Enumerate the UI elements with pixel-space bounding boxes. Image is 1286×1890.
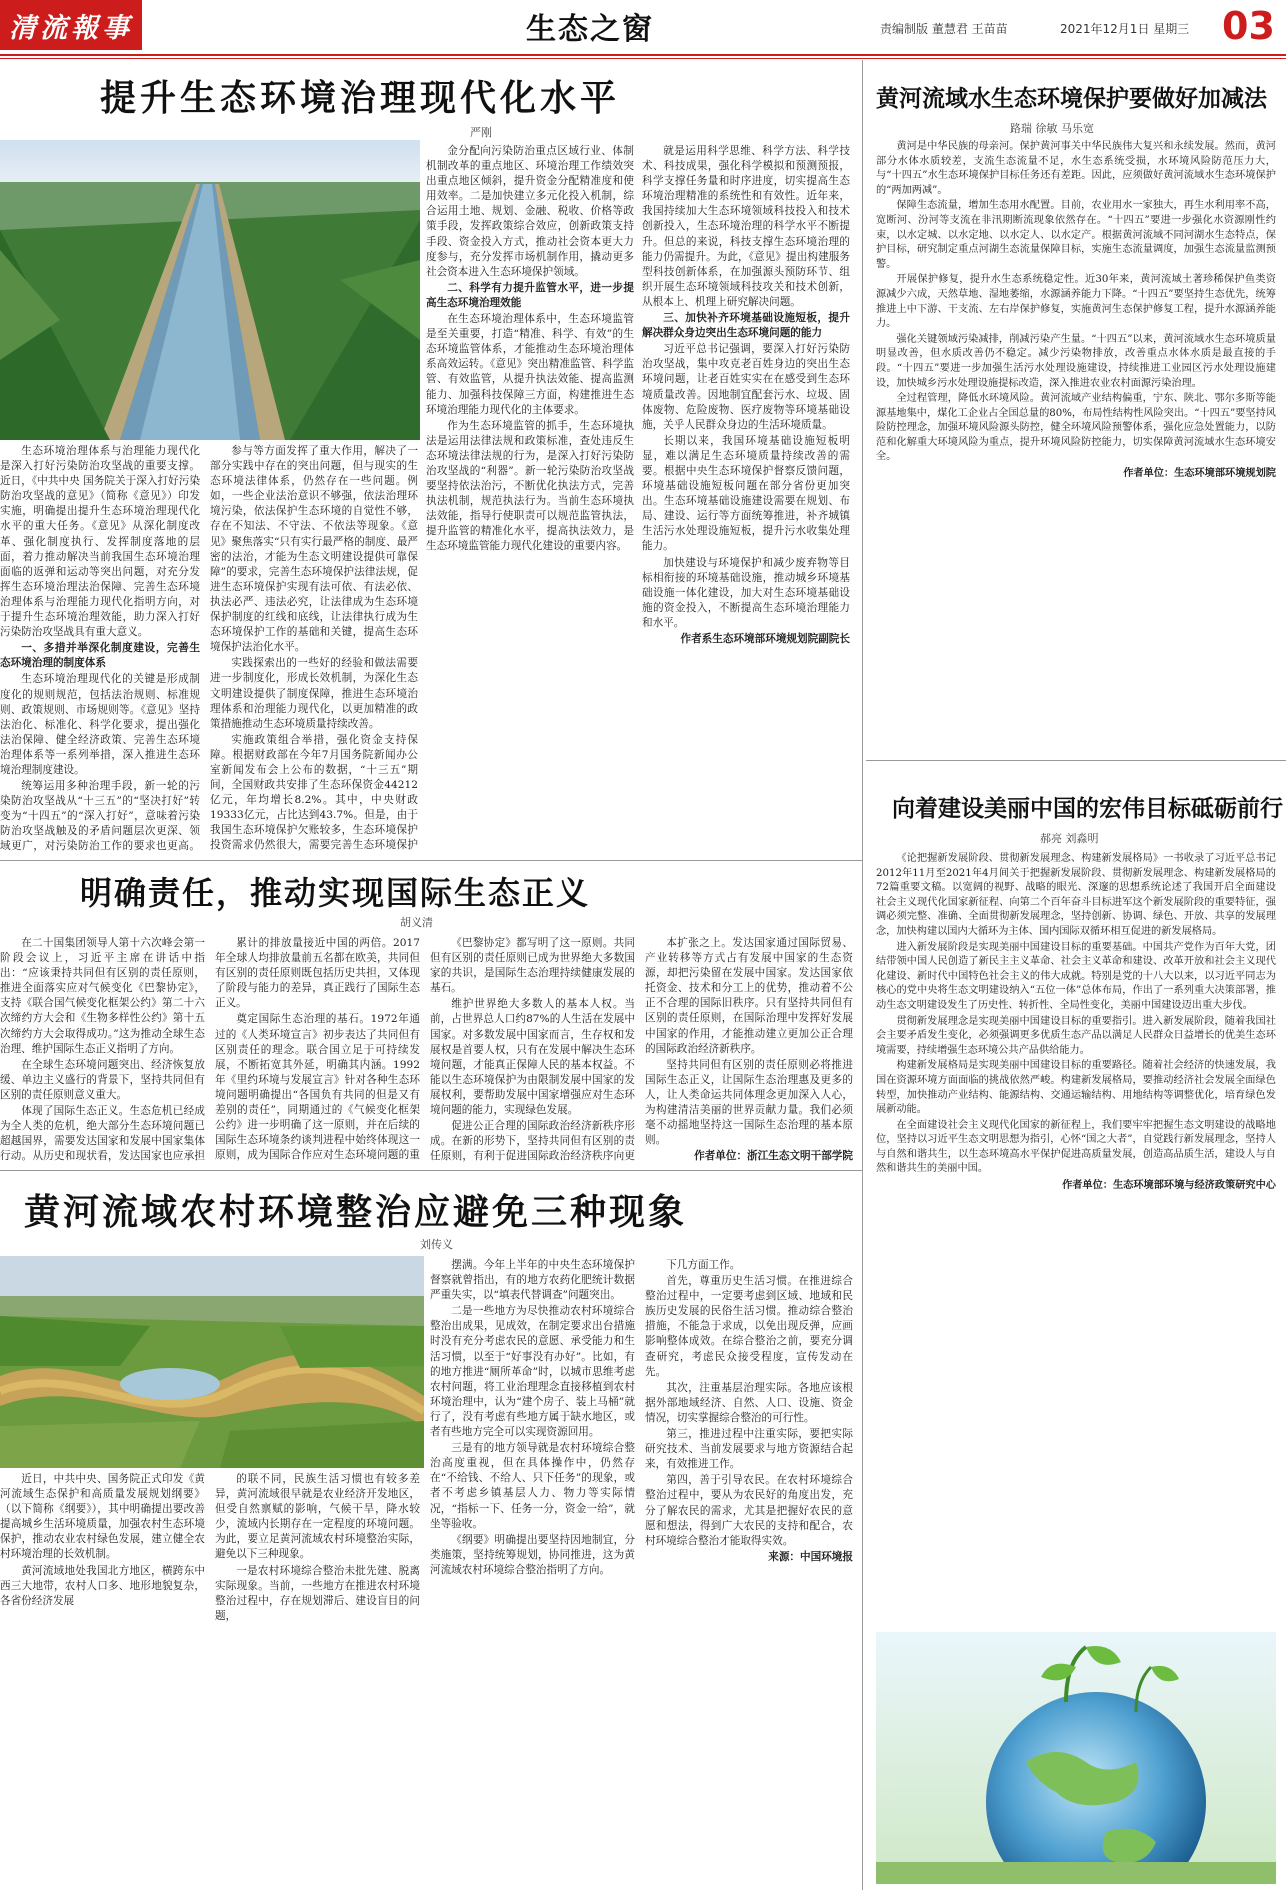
article4-column1: 在二十国集团领导人第十六次峰会第一阶段会议上，习近平主席在讲话中指出：“应该秉持共同但有区别的责任原则，推进全面落实应对气候变化《巴黎协定》，支持《联合国气候变化框架公约》第二十六次缔约方大会和《生物多样性公约》第十五次缔约方大会取得成功。”这为推动全球生态治理、维护国际生态正义指明了方向。 在全球生态环境问题突出、经济恢复放缓、单边主义盛行的背景下，坚持共同但有区别的责任原则意义重大。 体现了国际生态正义。生态危机已经成为全人类的危机，绝大部分生态环境问题已超越国界，需要发达国家和发展中国家集体行动。从历史和现状看，发达国家也应承担 [0,937,205,1162]
article2-headline: 黄河流域水生态环境保护要做好加减法 [876,86,1267,112]
article4-byline: 胡义清 [400,916,433,929]
page-number: 03 [1222,4,1275,48]
canal-aerial-photo [0,140,420,440]
article5-column2: 的联不同，民族生活习惯也有较多差异，黄河流域很早就是农业经济开发地区，但受自然禀赋的影响，气候干旱，降水较少，流域内长期存在一定程度的环境问题。为此，要立足黄河流域农村环境整治实际，避免以下三种现象。 一是农村环境综合整治未批先建、脱离实际现象。当前，一些地方在推进农村环境整治过程中，存在规划滞后、建设盲目的问题， [215,1473,420,1622]
article3-headline: 向着建设美丽中国的宏伟目标砥砺前行 [892,796,1283,822]
column-title: 生态之窗 [526,12,654,47]
masthead-rule [0,54,1286,56]
article4-bottom-rule [0,1170,862,1171]
article1-bottom-rule [0,860,862,861]
article5-column4: 下几方面工作。 首先，尊重历史生活习惯。在推进综合整治过程中，一定要考虑到区域、地域和民族历史发展的民俗生活习惯。推动综合整治措施，不能急于求成，以免出现反弹，应画影响整体成效。在综合整治之前，要充分调查研究，考虑民众接受程度，宣传发动在先。 其次，注重基层治理实际。各地应该根据外部地域经济、自然、人口、设施、资金情况，切实掌握综合整治的可行性。 第三，推进过程中注重实际，要把实际研究技术、当前发展要求与地方资源结合起来，有效推进工作。 第四，善于引导农民。在农村环境综合整治过程中，要从为农民好的角度出发，充分了解农民的需求，尤其是把握好农民的意愿和想法，得到广大农民的支持和配合，农村环境综合整治才能取得实效。 来源：中国环境报 [645,1259,853,1563]
article5-column1: 近日，中共中央、国务院正式印发《黄河流域生态保护和高质量发展规划纲要》（以下简称《纲要》），其中明确提出要改善提高城乡生活环境质量，加强农村生态环境保护，推动农业农村绿色发展，建立健全农村环境治理的长效机制。 黄河流域地处我国北方地区，横跨东中西三大地带，农村人口多、地形地貌复杂，各省份经济发展 [0,1473,205,1607]
article2-byline: 路瑞 徐敏 马乐宽 [1010,122,1094,135]
newspaper-logo: 清流報事 [0,0,142,50]
article1-byline: 严刚 [470,126,492,139]
article4-headline: 明确责任，推动实现国际生态正义 [80,874,591,912]
earth-seedling-photo [876,1632,1276,1884]
article3-byline: 郝亮 刘淼明 [1040,832,1099,845]
article5-byline: 刘传义 [420,1238,453,1251]
article5-column3: 摆满。今年上半年的中央生态环境保护督察就曾指出，有的地方农药化肥统计数据严重失实，以“填表代替调查”问题突出。 二是一些地方为尽快推动农村环境综合整治出成果，见成效，在制定要求出台措施时没有充分考虑农民的意愿、承受能力和生活习惯，以至于“好事没有办好”。比如，有的地方推进“厕所革命”时，以城市思维考虑农村问题，将工业治理理念直接移植到农村环境治理中，认为“建个房子、装上马桶”就行了，没有考虑有些地方属于缺水地区，或者有些地方完全可以实现资源回用。 三是有的地方领导就是农村环境综合整治高度重视，但在具体操作中，仍然存在“不给钱、不给人、只下任务”的现象，或者不考虑乡镇基层人力、物力等实际情况，“指标一下、任务一分，资金一给”，就坐等验收。 《纲要》明确提出要坚持因地制宜，分类施策，坚持统筹规划，协同推进，这为黄河流域农村环境综合整治指明了方向。 [430,1259,635,1576]
masthead-rule-thin [0,58,1286,59]
farmland-aerial-photo [0,1256,424,1468]
article1-column2: 参与等方面发挥了重大作用，解决了一部分实践中存在的突出问题，但与现实的生态环境法律体系，仍然存在一些问题。例如，一些企业法治意识不够强，依法治理环境污染，依法保护生态环境的自觉性不够，存在不知法、不守法、不依法等现象。《意见》聚焦落实“只有实行最严格的制度、最严密的法治，才能为生态文明建设提供可靠保障”的要求，完善生态环境保护法律法规，促进生态环境保护实现有法可依、有法必依、执法必严、违法必究，让法律成为生态环境保护制度的红线和底线，让法律执行成为生态环境保护工作的基础和关键，提高生态环境保护法治化水平。 实践探索出的一些好的经验和做法需要进一步制度化，形成长效机制，为深化生态文明建设提供了制度保障，推进生态环境治理体系和治理能力现代化，以更加精准的政策措施推动生态环境质量持续改善。 实施政策组合举措，强化资金支持保障。根据财政部在今年7月国务院新闻办公室新闻发布会上公布的数据，“十三五”期间，全国财政共安排了生态环保资金44212亿元，年均增长8.2%。其中，中央财政19333亿元，占比达到43.7%。但是，由于我国生态环境保护欠账较多，生态环境保护投资需求仍然很大，需要完善生态环境保护 [210,445,418,852]
article4-column3: 《巴黎协定》都写明了这一原则。共同但有区别的责任原则已成为世界绝大多数国家的共识，是国际生态治理持续健康发展的基石。 维护世界绝大多数人的基本人权。当前，占世界总人口约87%的人生活在发展中国家。对多数发展中国家而言，生存权和发展权是首要人权，只有在发展中解决生态环境问题，才能真正保障人民的基本权益。不能以生态环境保护为由限制发展中国家的发展权利，要帮助发展中国家增强应对生态环境问题的能力，实现绿色发展。 促进公正合理的国际政治经济新秩序形成。在新的形势下，坚持共同但有区别的责任原则，有利于促进国际政治经济秩序向更 [430,937,635,1162]
article1-column1: 生态环境治理体系与治理能力现代化是深入打好污染防治攻坚战的重要支撑。近日，《中共中央 国务院关于深入打好污染防治攻坚战的意见》（简称《意见》）印发实施，明确提出提升生态环境治理现代化水平的重大任务。《意见》从深化制度改革、强化制度执行、发挥制度落地的层面，着力推动解决当前我国生态环境治理面临的返弹和运动等突出问题，对充分发挥生态环境治理法治保障、完善生态环境治理体系与治理能力现代化指明方向，对于提升生态环境治理效能，助力深入打好污染防治攻坚战具有重大意义。 一、多措并举深化制度建设，完善生态环境治理的制度体系 生态环境治理现代化的关键是形成制度化的规则规范，包括法治规则、标准规则、政策规则、市场规则等。《意见》坚持法治化、标准化、科学化要求，提出强化法治保障、健全经济政策、完善生态环境治理体系等一系列举措，深入推进生态环境治理制度建设。 统筹运用多种治理手段，新一轮的污染防治攻坚战从“十三五”的“坚决打好”转变为“十四五”的“深入打好”，意味着污染防治攻坚战触及的矛盾问题层次更深、领域更广，对污染防治工作的要求也更高。 [0,445,200,853]
article4-column2: 累计的排放量接近中国的两倍。2017年全球人均排放量前五名都在欧美，共同但有区别的责任原则既包括历史共担，又体现了阶段与能力的差异，真正践行了国际生态正义。 奠定国际生态治理的基石。1972年通过的《人类环境宣言》初步表达了共同但有区别责任的理念。联合国立足于可持续发展，不断拓宽其外延，明确其内涵。1992年《里约环境与发展宣言》针对各种生态环境问题明确提出“各国负有共同的但是又有差别的责任”，同期通过的《气候变化框架公约》进一步明确了这一原则，并在后续的国际生态环境条约谈判进程中始终体现这一原则，成为国际合作应对生态环境问题的重 [215,937,420,1162]
article5-headline: 黄河流域农村环境整治应避免三种现象 [24,1192,688,1233]
article3-body: 《论把握新发展阶段、贯彻新发展理念、构建新发展格局》一书收录了习近平总书记2012年11月至2021年4月间关于把握新发展阶段、贯彻新发展理念、构建新发展格局的72篇重要文稿。以宽阔的视野、战略的眼光、深邃的思想系统论述了我国开启全面建设社会主义现代化国家新征程、向第二个百年奋斗目标进军这个新发展阶段的重要特征，强调必须完整、准确、全面贯彻新发展理念，坚持创新、协调、绿色、开放、共享的发展理念，加快构建以国内大循环为主体、国内国际双循环相互促进的新发展格局。 进入新发展阶段是实现美丽中国建设目标的重要基础。中国共产党作为百年大党，团结带领中国人民创造了新民主主义革命、社会主义革命和建设、改革开放和社会主义现代化建设、新时代中国特色社会主义的伟大成就。特别是党的十八大以来，以习近平同志为核心的党中央将生态文明建设纳入“五位一体”总体布局，作出了一系列重大决策部署，推动生态文明建设发生了历史性、转折性、全局性变化，美丽中国建设迈出重大步伐。 贯彻新发展理念是实现美丽中国建设目标的重要指引。进入新发展阶段，随着我国社会主要矛盾发生变化，必须强调更多优质生态产品以满足人民群众日益增长的优美生态环境需要，持续增强生态环境公共产品供给能力。 构建新发展格局是实现美丽中国建设目标的重要路径。随着社会经济的快速发展，我国在资源环境方面面临的挑战依然严峻。构建新发展格局，要推动经济社会发展全面绿色转型，加快推动产业结构、能源结构、交通运输结构、用地结构等调整优化，培育绿色发展新动能。 在全面建设社会主义现代化国家的新征程上，我们要牢牢把握生态文明建设的战略地位，坚持以习近平生态文明思想为指引，心怀“国之大者”，自觉践行新发展理念，坚持人与自然和谐共生，以生态环境高水平保护促进高质量发展，创造高品质生活，建设人与自然和谐共生的美丽中国。 作者单位：生态环境部环境与经济政策研究中心 [876,853,1276,1192]
article2-body: 黄河是中华民族的母亲河。保护黄河事关中华民族伟大复兴和永续发展。然而，黄河部分水体水质较差，支流生态流量不足，水生态系统受损，水环境风险防范压力大，与“十四五”水生态环境保护目标任务还有差距。因此，应须做好黄河流域水生态环境保护的“两加两减”。 保障生态流量，增加生态用水配置。目前，农业用水一家独大，再生水利用率不高，宽断河、汾河等支流在非汛期断流现象依然存在。“十四五”要进一步强化水资源刚性约束，以水定城、以水定地、以水定人、以水定产。根据黄河流域不同河湖水生态特点，保护目标，研究制定重点河湖生态流量保障目标，实施生态流量调度，加强生态流量监测预警。 开展保护修复，提升水生态系统稳定性。近30年来，黄河流域土著珍稀保护鱼类资源减少六成，天然草地、湿地萎缩，水源涵养能力下降。“十四五”要坚持生态优先，统筹推进上中下游、干支流、左右岸保护修复，实施黄河生态保护修复工程，提升水源涵养能力。 强化关键领域污染减排，削减污染产生量。“十四五”以来，黄河流域水生态环境质量明显改善，但水质改善仍不稳定。减少污染物排放，改善重点水体水质是最直接的手段。“十四五”要进一步加强生活污水处理设施建设，持续推进工业园区污水处理设施建设，加快城乡污水处理设施提标改造，深入推进农业农村面源污染治理。 全过程管理，降低水环境风险。黄河流域产业结构偏重，宁东、陕北、鄂尔多斯等能源基地集中，煤化工企业占全国总量的80%，布局性结构性风险突出。“十四五”要坚持风险防控理念，加强环境风险源头防控，健全环境风险预警体系，强化应急处置能力，以防范和化解重大环境风险为重点，提升环境风险防控能力，切实保障黄河流域水生态环境安全。 作者单位：生态环境部环境规划院 [876,141,1276,480]
article1-column4: 就是运用科学思维、科学方法、科学技术、科技成果，强化科学模拟和预测预报，科学支撑任务量和时序进度，切实提高生态环境治理精准的系统性和有效性。近年来，我国持续加大生态环境领域科技投入和技术创新投入，生态环境治理的科学水平不断提升。但总的来说，科技支撑生态环境治理的能力仍需提升。为此，《意见》提出构建服务型科技创新体系，在加强源头预防环节、组织开展生态环境领域科技攻关和技术创新，从根本上、机理上研究解决问题。 三、加快补齐环境基础设施短板，提升解决群众身边突出生态环境问题的能力 习近平总书记强调，要深入打好污染防治攻坚战，集中攻克老百姓身边的突出生态环境问题，让老百姓实实在在感受到生态环境质量改善。因地制宜配套污水、垃圾、固体废物、危险废物、医疗废物等环境基础设施，关乎人民群众身边的生活环境质量。 长期以来，我国环境基础设施短板明显，难以满足生态环境质量持续改善的需要。根据中央生态环境保护督察反馈问题，环境基础设施短板问题在部分省份更加突出。生态环境基础设施建设需要在规划、布局、建设、运行等方面统筹推进，补齐城镇生活污水处理设施短板，提升污水收集处理能力。 加快建设与环境保护和减少废弃物等目标相衔接的环境基础设施，推动城乡环境基础设施一体化建设，加大对生态环境基础设施的资金投入，不断提高生态环境治理能力和水平。 作者系生态环境部环境规划院副院长 [642,145,850,645]
sidebar-hrule [866,760,1286,761]
issue-date: 2021年12月1日 星期三 [1060,22,1190,36]
editors-credit: 责编制版 董慧君 王苗苗 [880,22,1008,36]
article1-headline: 提升生态环境治理现代化水平 [100,78,621,119]
sidebar-divider [862,60,863,1890]
article4-column4: 本扩张之上。发达国家通过国际贸易、产业转移等方式占有发展中国家的生态资源，却把污染留在发展中国家。发达国家依托资金、技术和分工上的优势，推动着不公正不合理的国际旧秩序。只有坚持共同但有区别的责任原则，在国际治理中发挥好发展中国家的作用，才能推动建立更加公正合理的国际政治经济新秩序。 坚持共同但有区别的责任原则必将推进国际生态正义，让国际生态治理惠及更多的人，让人类命运共同体理念更加深入人心，为构建清洁美丽的世界贡献力量。我们必须毫不动摇地坚持这一国际生态治理的基本原则。 作者单位：浙江生态文明干部学院 [645,937,853,1162]
article1-column3: 金分配向污染防治重点区域行业、体制机制改革的重点地区、环境治理工作绩效突出重点地区倾斜，提升资金分配精准度和使用效率。二是加快建立多元化投入机制，综合运用土地、规划、金融、税收、价格等政策手段，发挥政策综合效应，创新政策支持手段、资金投入方式，推动社会资本更大力度参与，充分发挥市场机制作用，撬动更多社会资本进入生态环境保护领域。 二、科学有力提升监管水平，进一步提高生态环境治理效能 在生态环境治理体系中，生态环境监管是至关重要，打造“精准、科学、有效”的生态环境监管体系，才能推动生态环境治理体系高效运转。《意见》突出精准监管、科学监管、有效监管，从提升执法效能、提高监测能力、加强科技保障三方面，构建推进生态环境治理能力现代化的主体要求。 作为生态环境监管的抓手，生态环境执法是运用法律法规和政策标准，查处违反生态环境法律法规的行为，是深入打好污染防治攻坚战的“利器”。新一轮污染防治攻坚战要坚持依法治污，不断优化执法方式，完善执法机制，规范执法行为。当前生态环境执法效能，指导行使职责可以规范监管执法，提升监管的精准化水平，提高执法效力，是生态环境监管能力现代化建设的重要内容。 [426,145,634,553]
